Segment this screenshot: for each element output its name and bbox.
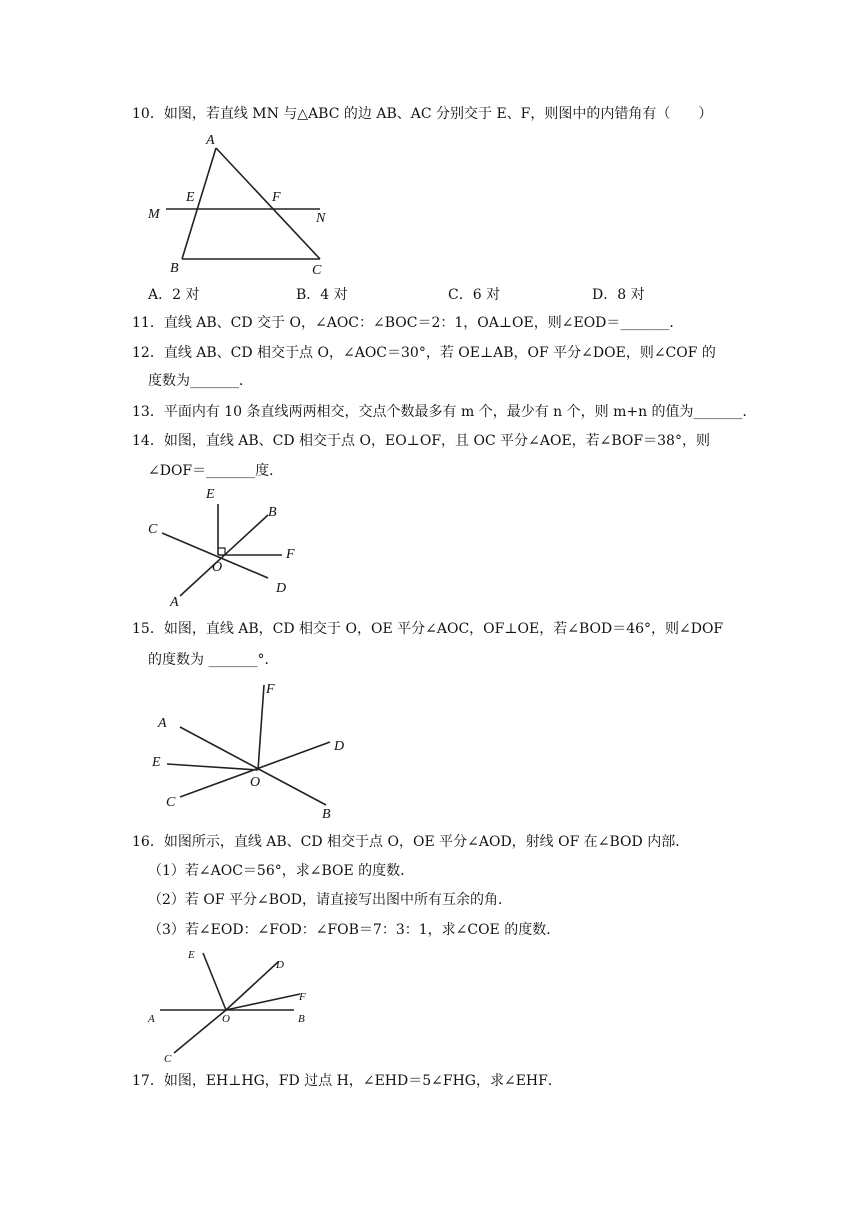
q14-label-e: E bbox=[206, 487, 215, 502]
q15-label-e: E bbox=[152, 755, 161, 770]
q16-label-f: F bbox=[299, 991, 306, 1003]
q15-label-f: F bbox=[266, 682, 275, 697]
q10-option-d: D．8 对 bbox=[592, 287, 645, 303]
q10-text: 10．如图，若直线 MN 与△ABC 的边 AB、AC 分别交于 E、F，则图中的内错角有（ ） bbox=[132, 106, 713, 122]
q15-line1: 15．如图，直线 AB，CD 相交于 O，OE 平分∠AOC，OF⊥OE，若∠BOD＝46°，则∠DOF bbox=[132, 621, 724, 637]
q10-label-m: M bbox=[148, 207, 160, 222]
q12-line1: 12．直线 AB、CD 相交于点 O，∠AOC＝30°，若 OE⊥AB，OF 平分∠DOE，则∠COF 的 bbox=[132, 345, 716, 361]
q14-label-f: F bbox=[286, 547, 295, 562]
q16-label-e: E bbox=[188, 949, 195, 961]
q14-label-o: O bbox=[212, 560, 223, 575]
q12-line2: 度数为_______． bbox=[148, 373, 253, 389]
q14-label-a: A bbox=[170, 595, 179, 610]
q15-label-a: A bbox=[158, 716, 167, 731]
q14-label-d: D bbox=[276, 581, 287, 596]
q16-text: 16．如图所示，直线 AB、CD 相交于点 O，OE 平分∠AOD，射线 OF 在∠BOD 内部． bbox=[132, 834, 690, 850]
q14-label-b: B bbox=[268, 505, 277, 520]
q16-label-d: D bbox=[276, 959, 284, 971]
q10-label-b: B bbox=[170, 261, 179, 276]
q16-label-a: A bbox=[148, 1013, 155, 1025]
q10-label-a: A bbox=[206, 133, 215, 148]
q10-option-a: A．2 对 bbox=[148, 287, 200, 303]
q15-label-b: B bbox=[322, 807, 331, 822]
q10-label-e: E bbox=[186, 190, 195, 205]
q11-text: 11．直线 AB、CD 交于 O，∠AOC：∠BOC＝2：1，OA⊥OE，则∠EOD＝_______． bbox=[132, 315, 684, 331]
q10-option-c: C．6 对 bbox=[448, 287, 501, 303]
q16-label-b: B bbox=[298, 1013, 305, 1025]
q10-label-c: C bbox=[312, 263, 322, 278]
q10-option-b: B．4 对 bbox=[296, 287, 348, 303]
q14-line2: ∠DOF＝_______度． bbox=[148, 463, 284, 479]
q16-label-o: O bbox=[222, 1013, 230, 1025]
q10-label-f: F bbox=[272, 190, 281, 205]
q17-text: 17．如图，EH⊥HG，FD 过点 H，∠EHD＝5∠FHG，求∠EHF． bbox=[132, 1073, 562, 1089]
q16-sub1: （1）若∠AOC＝56°，求∠BOE 的度数． bbox=[148, 863, 415, 879]
q15-line2: 的度数为 _______°． bbox=[148, 652, 279, 668]
q14-line1: 14．如图，直线 AB、CD 相交于点 O，EO⊥OF，且 OC 平分∠AOE，若∠BOF＝38°，则 bbox=[132, 433, 710, 449]
q15-label-c: C bbox=[166, 795, 176, 810]
q10-label-n: N bbox=[316, 211, 326, 226]
q15-label-d: D bbox=[334, 739, 345, 754]
q14-label-c: C bbox=[148, 522, 158, 537]
q15-label-o: O bbox=[250, 775, 261, 790]
q16-sub3: （3）若∠EOD：∠FOD：∠FOB＝7：3：1，求∠COE 的度数． bbox=[148, 922, 561, 938]
q13-text: 13．平面内有 10 条直线两两相交，交点个数最多有 m 个，最少有 n 个，则 m+n 的值为_______． bbox=[132, 404, 757, 420]
q16-sub2: （2）若 OF 平分∠BOD，请直接写出图中所有互余的角． bbox=[148, 892, 512, 908]
q16-label-c: C bbox=[164, 1053, 172, 1065]
